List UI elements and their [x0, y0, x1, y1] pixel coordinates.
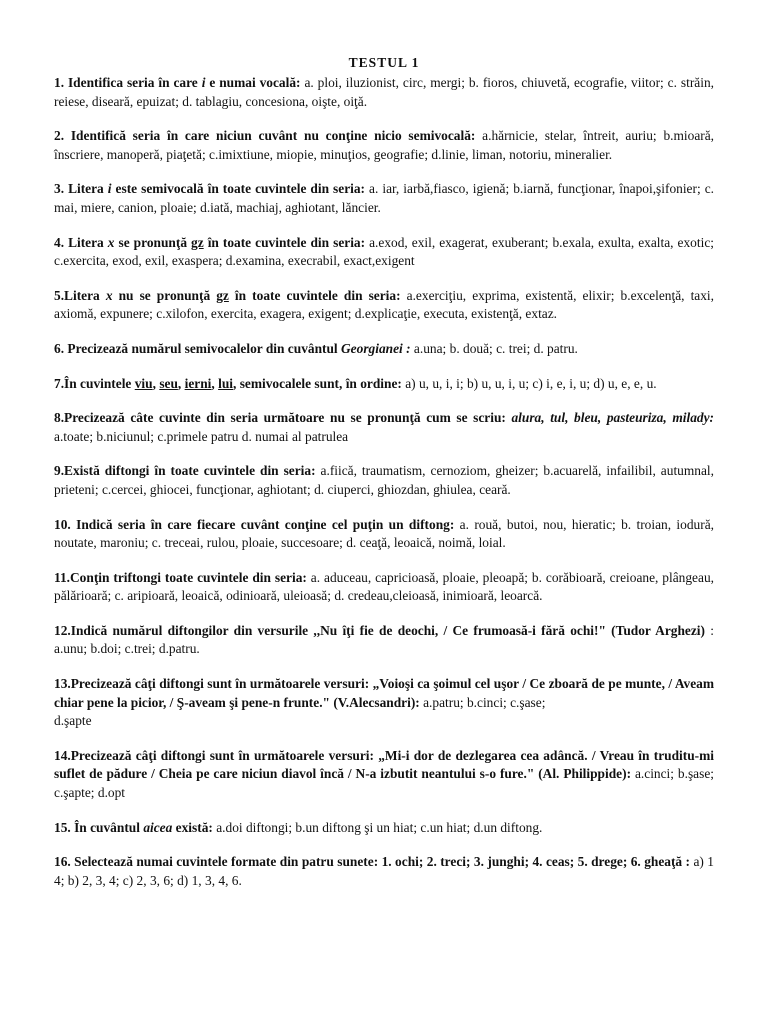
answer-options: a. rouă, butoi, nou, hieratic; b. troian, iodură, noutate, maroniu; c. treceai, rulou, ploaie, succesoare; d. ceaţă, leoaică, noimă, loial. [54, 516, 714, 551]
answer-options: a.una; b. două; c. trei; d. patru. [410, 340, 578, 356]
answer-options: a. aduceau, capricioasă, ploaie, pleoapă; b. corăbioară, creioane, plângeau, pălărioară; c. aripioară, leoaică, odinioară, uleioasă; d. credeau,cleioasă, inimioară, leoarcă. [54, 569, 714, 604]
page-title: TESTUL 1 [348, 55, 420, 70]
question-5: 5.Litera x nu se pronunţă gz în toate cuvintele din seria: a.exerciţiu, exprima, existentă, elixir; b.excelenţă, taxi, axiomă, expunere; c.xilofon, exercita, exagera, exigent; d.explicaţie, executa, existenţă, extaz. [54, 287, 714, 322]
answer-options: : a.unu; b.doi; c.trei; d.patru. [54, 622, 714, 657]
question-3: 3. Litera i este semivocală în toate cuvintele din seria: a. iar, iarbă,fiasco, igienă; b.iarnă, funcţionar, înapoi,şifonier; c. mai, miere, canion, ploaie; d.iată, machiaj, aghiotant, lăncier. [54, 181, 714, 215]
question-4: 4. Litera x se pronunţă gz în toate cuvintele din seria: a.exod, exil, exagerat, exuberant; b.exala, exulta, exalta, exotic; c.exercita, exod, exil, exaspera; d.examina, execrabil, exact,exigent [54, 234, 714, 269]
question-7: 7.În cuvintele viu, seu, ierni, lui, semivocalele sunt, în ordine: a) u, u, i, i; b) u, u, i, u; c) i, e, i, u; d) u, e, e, u. [54, 375, 657, 391]
question-2: 2. Identifică seria în care niciun cuvânt nu conţine nicio semivocală: a.hărnicie, stelar, întreit, auriu; b.mioară, înscriere, manoperă, piaţetă; c.imixtiune, miopie, minuţios, geografie; d.linie, liman, notoriu, mineralier. [54, 128, 715, 162]
answer-options: a.cinci; b.şase; c.şapte; d.opt [54, 766, 714, 801]
answer-options: a.toate; b.niciunul; c.primele patru d. numai al patrulea [54, 428, 349, 444]
question-16: 16. Selectează numai cuvintele formate din patru sunete: 1. ochi; 2. treci; 3. junghi; 4. ceas; 5. drege; 6. gheaţă : a) 1 4; b) 2, 3, 4; c) 2, 3, 6; d) 1, 3, 4, 6. [54, 854, 714, 888]
question-12: 12.Indică numărul diftongilor din versurile ,,Nu îţi fie de deochi, / Ce frumoasă-i fără ochi!" (Tudor Arghezi) : a.unu; b.doi; c.trei; d.patru. [54, 622, 714, 657]
answer-options: a) u, u, i, i; b) u, u, i, u; c) i, e, i, u; d) u, e, e, u. [401, 375, 657, 391]
answer-options: a. ploi, iluzionist, circ, mergi; b. fioros, chiuvetă, ecografie, viitor; c. străin, reiese, diseară, epuizat; d. tablagiu, concesiona, oişte, oiţă. [54, 75, 714, 109]
test-page [54, 54, 714, 890]
question-15: 15. În cuvântul aicea există: a.doi diftongi; b.un diftong şi un hiat; c.un hiat; d.un diftong. [54, 819, 543, 835]
question-8: 8.Precizează câte cuvinte din seria următoare nu se pronunţă cum se scriu: alura, tul, bleu, pasteuriza, milady: a.toate; b.niciunul; c.primele patru d. numai al patrulea [54, 410, 714, 444]
question-1: 1. Identifica seria în care i e numai vocală: a. ploi, iluzionist, circ, mergi; b. fioros, chiuvetă, ecografie, viitor; c. străin, reiese, diseară, epuizat; d. tablagiu, concesiona, oişte, oiţă. [54, 75, 714, 109]
answer-options: a. iar, iarbă,fiasco, igienă; b.iarnă, funcţionar, înapoi,şifonier; c. mai, miere, canion, ploaie; d.iată, machiaj, aghiotant, lăncier. [54, 181, 714, 215]
answer-options: a.exod, exil, exagerat, exuberant; b.exala, exulta, exalta, exotic; c.exercita, exod, exil, exaspera; d.examina, execrabil, exact,exigent [54, 234, 714, 269]
answer-options: a.exerciţiu, exprima, existentă, elixir; b.excelenţă, taxi, axiomă, expunere; c.xilofon, exercita, exagera, exigent; d.explicaţie, executa, existenţă, extaz. [54, 287, 714, 322]
question-10: 10. Indică seria în care fiecare cuvânt conţine cel puţin un diftong: a. rouă, butoi, nou, hieratic; b. troian, iodură, noutate, maroniu; c. treceai, rulou, ploaie, succesoare; d. ceaţă, leoaică, noimă, loial. [54, 516, 714, 551]
answer-options: a.fiică, traumatism, cernoziom, gheizer; b.acuarelă, infailibil, autumnal, prieteni; c.cercei, ghiocei, funcţionar, aghiotant; d. ciuperci, ghiozdan, ghiulea, ceară. [54, 463, 714, 497]
answer-option-d: d.şapte [54, 713, 92, 729]
answer-options: a.patru; b.cinci; c.şase; [419, 694, 546, 710]
answer-options: a) 1 4; b) 2, 3, 4; c) 2, 3, 6; d) 1, 3, 4, 6. [54, 854, 714, 888]
question-6: 6. Precizează numărul semivocalelor din cuvântul Georgianei : a.una; b. două; c. trei; d. patru. [54, 340, 578, 356]
question-9: 9.Există diftongi în toate cuvintele din seria: a.fiică, traumatism, cernoziom, gheizer; b.acuarelă, infailibil, autumnal, prieteni; c.cercei, ghiocei, funcţionar, aghiotant; d. ciuperci, ghiozdan, ghiulea, ceară. [54, 463, 714, 497]
question-13: 13.Precizează câţi diftongi sunt în următoarele versuri: „Voioşi ca şoimul cel uşor / Ce zboară de pe munte, / Aveam chiar pene la picior, / Ş-aveam şi pene-n frunte." (V.Alecsandri): a.patru; b.cinci; c.şase; d.şapte [54, 676, 714, 729]
question-11: 11.Conţin triftongi toate cuvintele din seria: a. aduceau, capricioasă, ploaie, pleoapă; b. corăbioară, creioane, plângeau, pălărioară; c. aripioară, leoaică, odinioară, uleioasă; d. credeau,cleioasă, inimioară, leoarcă. [54, 569, 714, 604]
question-14: 14.Precizează câţi diftongi sunt în următoarele versuri: „Mi-i dor de dezlegarea cea adâncă. / Vreau în truditu-mi suflet de pădure / Cheia pe care niciun diavol încă / N-a izbutit neantului s-o fure." (Al. Philippide): a.cinci; b.şase; c.şapte; d.opt [54, 747, 714, 801]
answer-options: a.hărnicie, stelar, întreit, auriu; b.mioară, înscriere, manoperă, piaţetă; c.imixtiune, miopie, minuţios, geografie; d.linie, liman, notoriu, mineralier. [54, 128, 715, 162]
answer-options: a.doi diftongi; b.un diftong şi un hiat; c.un hiat; d.un diftong. [212, 819, 543, 835]
